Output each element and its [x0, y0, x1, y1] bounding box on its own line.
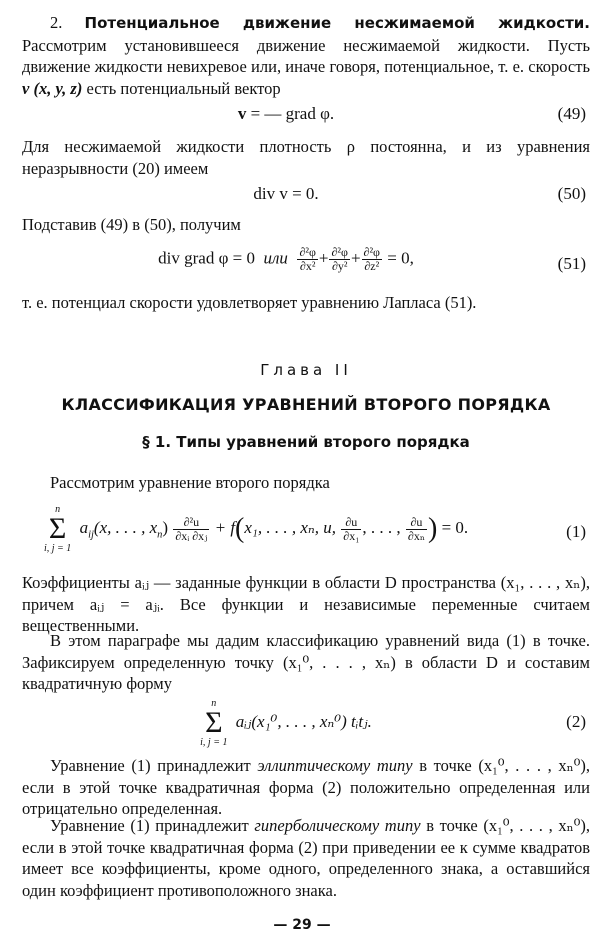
eq49-number: (49): [557, 104, 586, 123]
eq49-lhs: v: [237, 104, 247, 123]
equation-1: n Σ i, j = 1 $a_{ij}(x$, . . . , $x_n$) $\frac{\text{∂²u}}{\text{∂xᵢ ∂xⱼ}}$ + f(x₁, . . . , xₙ, u, $\frac{\partial u}{\text{∂x₁}}$ , . . . , $\frac{\partial u}{\text{∂xₙ}}$ ) = 0. (1): [44, 504, 586, 554]
section2-text1: Рассмотрим установившееся движение несжимаемой жидкости. Пусть движение жидкости невихревое или, иначе говоря, потенциальное, т. е. скорость: [22, 35, 590, 76]
eq2-number: (2): [566, 712, 586, 731]
paragraph-density: Для несжимаемой жидкости плотность ρ постоянна, и из уравнения неразрывности (20) имеем: [22, 137, 590, 178]
eq1-number: (1): [566, 522, 586, 541]
paragraph-substituting: Подставив (49) в (50), получим: [22, 215, 241, 234]
eq49-rhs: = — grad φ.: [250, 104, 335, 123]
eq51-fraction-z: $\frac{\text{∂²φ}}{\text{∂z²}}$: [363, 245, 380, 273]
eq51-tail: = 0,: [387, 248, 414, 268]
paragraph-laplace: т. е. потенциал скорости удовлетворяет уравнению Лапласа (51).: [22, 293, 477, 312]
chapter-label: Глава II: [260, 361, 352, 379]
eq51-fraction-y: $\frac{\text{∂²φ}}{\text{∂y²}}$: [331, 245, 348, 273]
equation-51: div grad φ = 0 или $\frac{\text{∂²φ}}{\text{∂x²}}$ + $\frac{\text{∂²φ}}{\text{∂y²}}$ + $\frac{\text{∂²φ}}{\text{∂z²}}$ = 0, (51): [158, 245, 586, 273]
eq2-sum: n Σ i, j = 1: [200, 698, 228, 748]
eq1-second-derivative: $\frac{\text{∂²u}}{\text{∂xᵢ ∂xⱼ}}$: [175, 514, 208, 543]
equation-49: [22, 104, 590, 130]
term-elliptic: эллиптическому типу: [257, 756, 413, 775]
term-hyperbolic: гиперболическому типу: [254, 816, 421, 835]
equation-2: [22, 698, 590, 748]
eq1-sum: n Σ i, j = 1: [44, 504, 72, 554]
section-title: § 1. Типы уравнений второго порядка: [142, 433, 470, 451]
section2-text2: есть потенциальный вектор: [86, 78, 281, 98]
section2-title: Потенциальное движение несжимаемой жидкости.: [84, 14, 591, 32]
page-number: — 29 —: [273, 917, 331, 933]
paragraph-elliptic: Уравнение (1) принадлежит эллиптическому типу в точке (x₁⁰, . . . , xₙ⁰), если в этой точке квадратичная форма (2) положительно определенная или отрицательно определенная.: [22, 756, 590, 818]
eq1-derivative-xn: $\frac{\partial u}{\text{∂xₙ}}$: [407, 514, 426, 543]
eq2-expr: aᵢⱼ(x₁⁰, . . . , xₙ⁰) tᵢtⱼ.: [235, 711, 372, 731]
paragraph-hyperbolic: Уравнение (1) принадлежит гиперболическому типу в точке (x₁⁰, . . . , xₙ⁰), если в этой точке квадратичная форма (2) при приведении ее к сумме квадратов имеет все коэффициенты, кроме одного, определенного знака, а оставшийся один коэффициент противоположного знака.: [22, 816, 590, 900]
eq50-expr: div v = 0.: [253, 184, 319, 203]
paragraph-coefficients: Коэффициенты aᵢⱼ — заданные функции в области D пространства (x₁, . . . , xₙ), причем aᵢⱼ = aⱼᵢ. Все функции и независимые переменные считаем вещественными.: [22, 573, 590, 635]
eq51-ili: или: [263, 248, 288, 268]
eq51-number: (51): [557, 254, 586, 273]
equation-50: [22, 184, 590, 210]
eq51-fraction-x: $\frac{\text{∂²φ}}{\text{∂x²}}$: [299, 245, 316, 273]
paragraph-classification: В этом параграфе мы дадим классификацию уравнений вида (1) в точке. Зафиксируем определенную точку (x₁⁰, . . . , xₙ) в области D и составим квадратичную форму: [22, 631, 590, 693]
eq51-lhs: div grad φ = 0: [158, 248, 256, 268]
chapter-title: КЛАССИФИКАЦИЯ УРАВНЕНИЙ ВТОРОГО ПОРЯДКА: [61, 395, 551, 414]
eq1-derivative-x1: $\frac{\partial u}{\text{∂x₁}}$: [343, 514, 360, 543]
section2-number: 2.: [50, 13, 63, 32]
paragraph-consider: Рассмотрим уравнение второго порядка: [50, 473, 330, 492]
section2-paragraph: [22, 12, 590, 99]
velocity-vector: v (x, y, z): [22, 78, 83, 98]
eq50-number: (50): [557, 184, 586, 203]
